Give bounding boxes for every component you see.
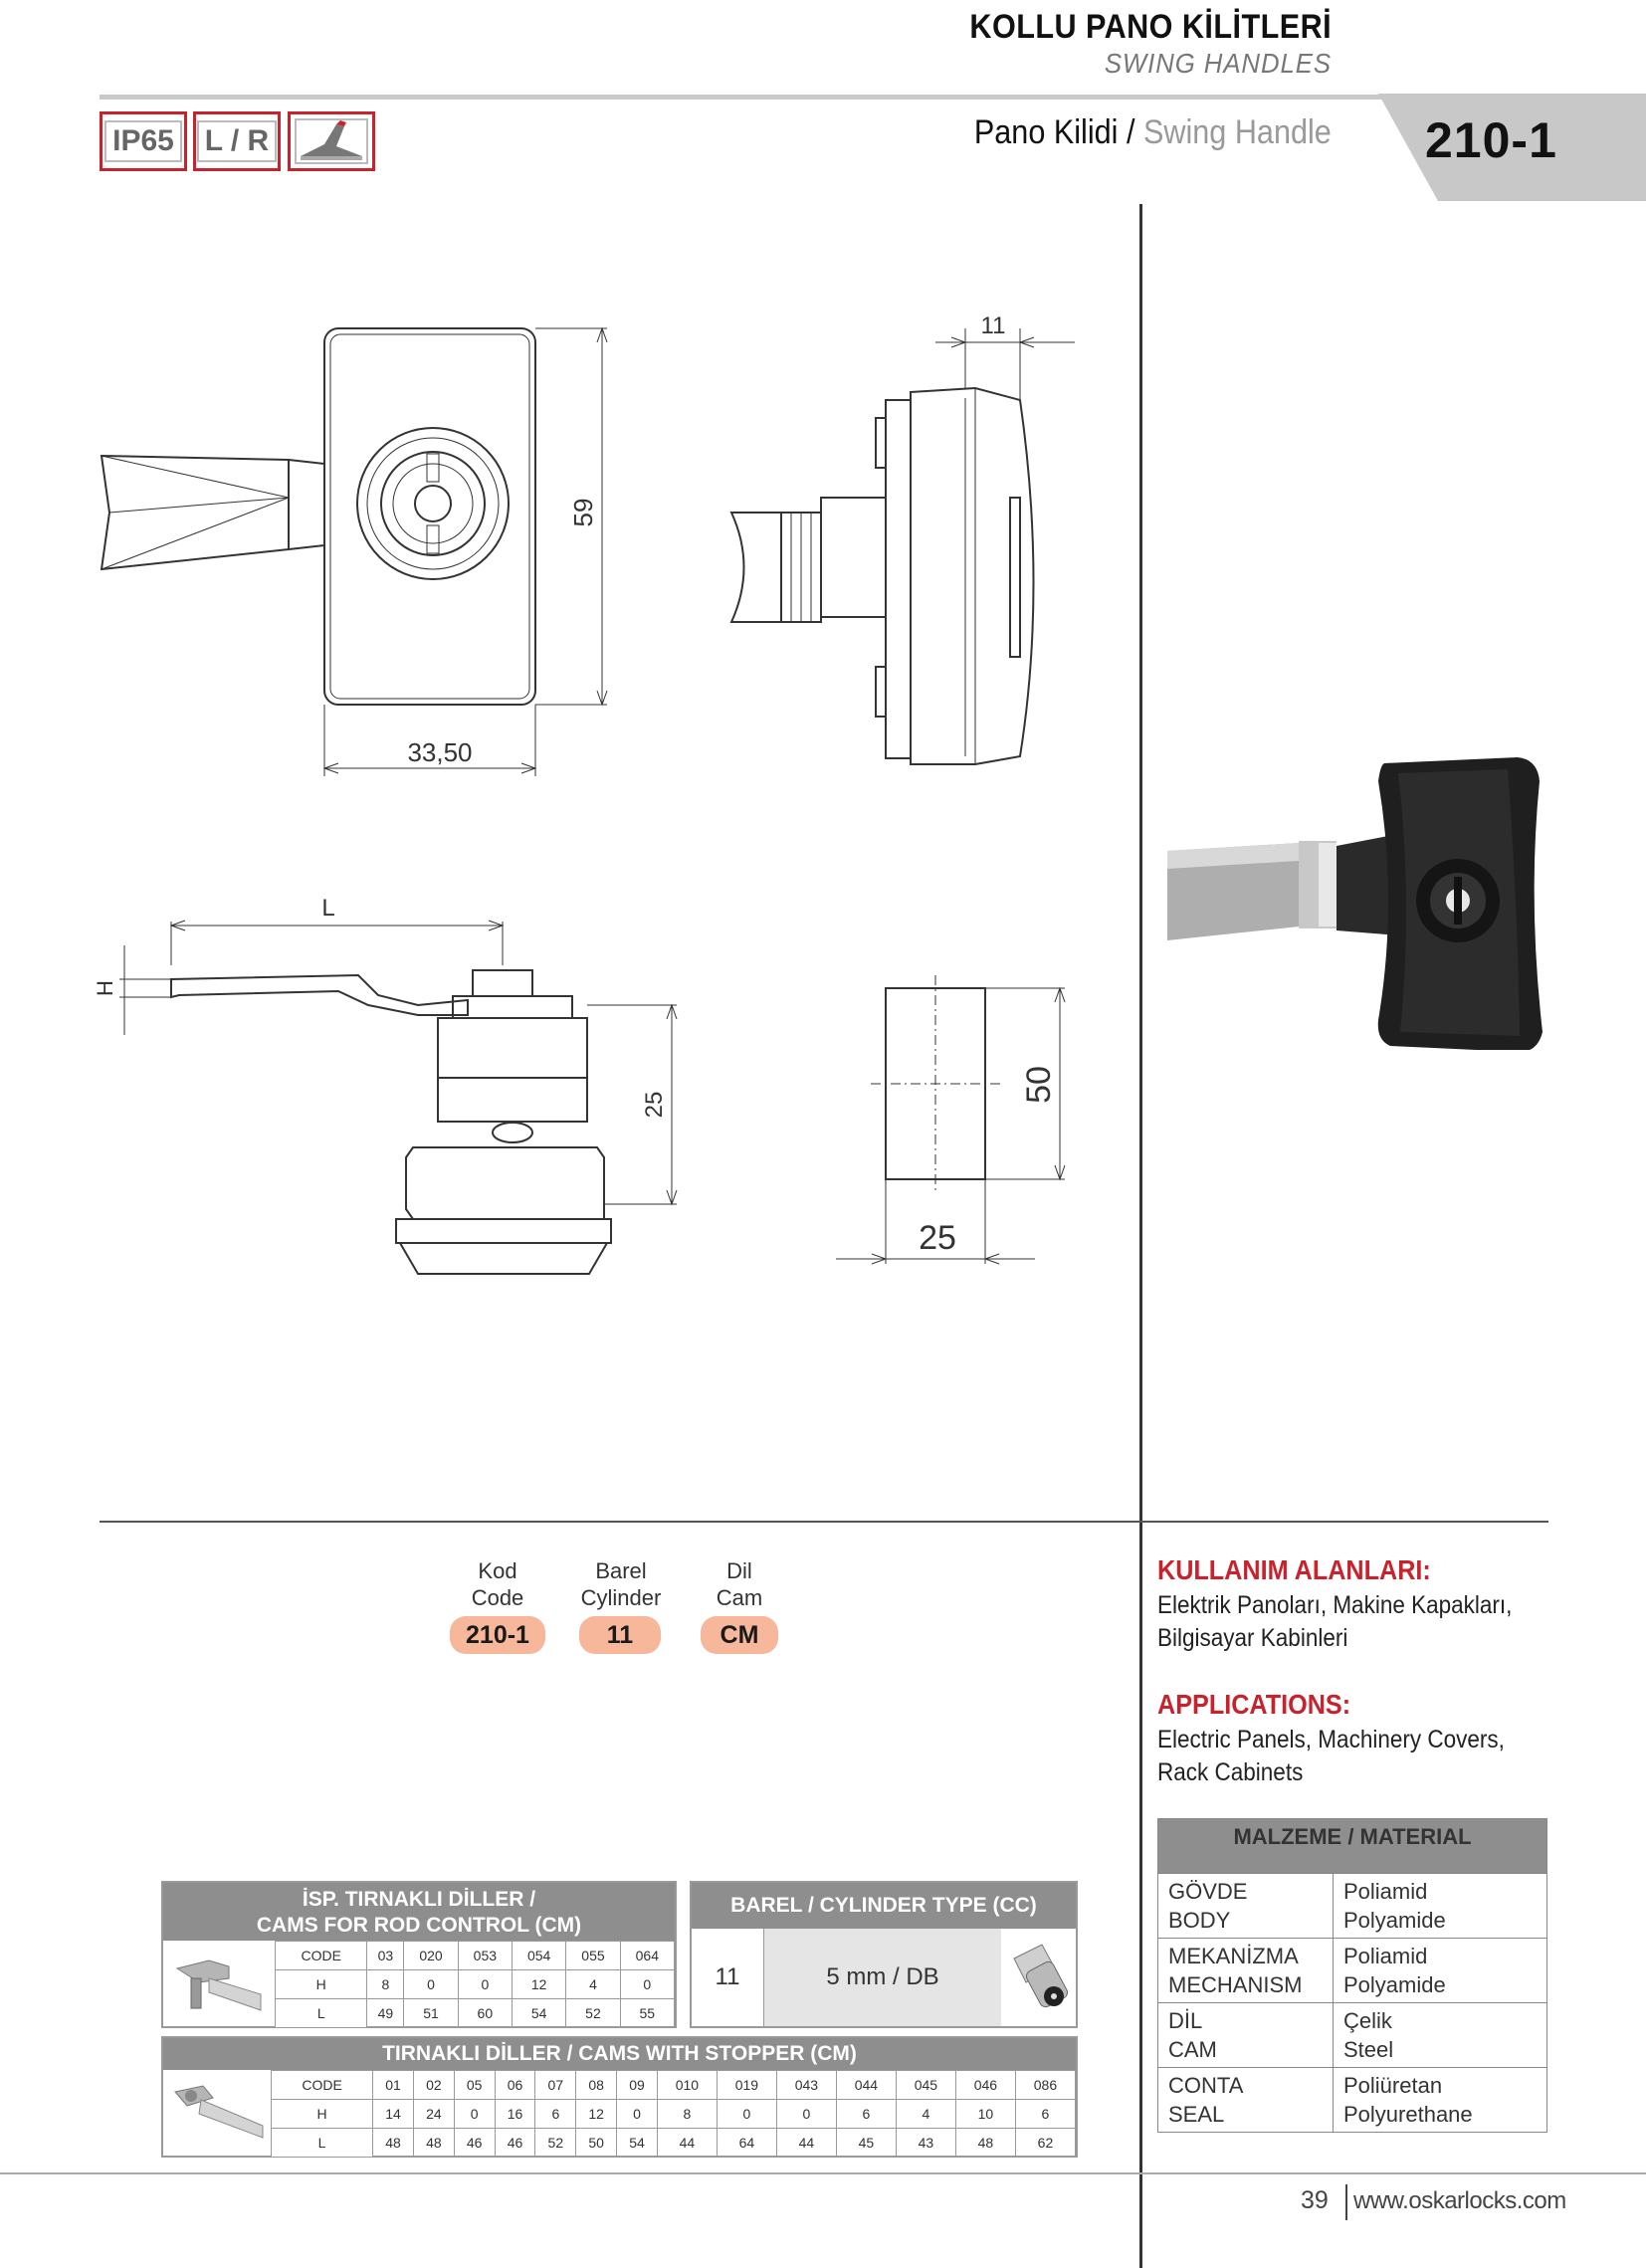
cell: 0 [404, 1970, 458, 1999]
row-label: CODE [272, 2071, 373, 2100]
row-label: CODE [276, 1942, 367, 1970]
footer-separator [1345, 2184, 1347, 2220]
material-value-en: Polyamide [1343, 1972, 1446, 1997]
cell: 02 [413, 2071, 454, 2100]
usage-text: Elektrik Panoları, Makine Kapakları, Bilgisayar Kabinleri [1157, 1591, 1513, 1652]
cell: 14 [373, 2100, 414, 2129]
stopper-cams-grid [271, 2070, 1076, 2158]
material-heading: MALZEME / MATERIAL [1158, 1819, 1547, 1874]
stopper-cams-heading: TIRNAKLI DİLLER / CAMS WITH STOPPER (CM) [163, 2038, 1076, 2070]
row-label: H [276, 1970, 367, 1999]
material-value [1334, 2003, 1547, 2068]
material-key-en: SEAL [1168, 2102, 1225, 2127]
page-number: 39 [1301, 2186, 1329, 2214]
cell: 05 [454, 2071, 495, 2100]
cell: 45 [836, 2129, 896, 2158]
material-value-tr: Poliamid [1343, 1944, 1428, 1968]
cell: 4 [896, 2100, 955, 2129]
material-key-en: CAM [1168, 2037, 1217, 2062]
cell: 10 [955, 2100, 1015, 2129]
dim-width-label: 33,50 [407, 737, 473, 767]
cell: 52 [566, 1999, 620, 2028]
material-key [1158, 1874, 1334, 1939]
material-row [1158, 1874, 1547, 1939]
material-value-en: Polyurethane [1343, 2102, 1473, 2127]
cell: 54 [513, 1999, 566, 2028]
material-value [1334, 1874, 1547, 1939]
cell: 48 [373, 2129, 414, 2158]
product-photo [1159, 751, 1587, 1050]
material-value-en: Polyamide [1343, 1908, 1446, 1933]
dil-label-tr: Dil [726, 1558, 752, 1583]
cell: 046 [955, 2071, 1015, 2100]
cylinder-type-table [690, 1881, 1078, 2028]
cylinder-label-en: Cylinder [580, 1585, 662, 1610]
code-label [450, 1557, 545, 1611]
section-title: KOLLU PANO KİLİTLERİ [969, 8, 1332, 46]
cell: 0 [458, 1970, 512, 1999]
website-link[interactable]: www.oskarlocks.com [1353, 2187, 1566, 2214]
cell: 64 [717, 2129, 776, 2158]
row-label: L [276, 1999, 367, 2028]
section-subtitle: SWING HANDLES [1104, 48, 1332, 79]
cylinder-type-value: 5 mm / DB [764, 1929, 1001, 2026]
cam-label [701, 1557, 778, 1611]
ip-rating-badge [100, 111, 187, 171]
row-label: H [272, 2100, 373, 2129]
side-view-drawing [731, 328, 1075, 764]
kod-label-tr: Kod [478, 1558, 517, 1583]
product-title-en: Swing Handle [1143, 113, 1332, 151]
material-key-tr: CONTA [1168, 2073, 1244, 2098]
cell: 48 [413, 2129, 454, 2158]
cell: 0 [454, 2100, 495, 2129]
cell: 01 [373, 2071, 414, 2100]
rod-cams-table [161, 1881, 677, 2028]
code-label-en: Code [471, 1585, 524, 1610]
stopper-cams-h-row [272, 2100, 1076, 2129]
cell: 46 [454, 2129, 495, 2158]
cell: 54 [617, 2129, 658, 2158]
material-value-tr: Çelik [1343, 2008, 1392, 2033]
cell: 064 [620, 1942, 674, 1970]
rod-cams-grid [275, 1941, 675, 2028]
stopper-cams-table [161, 2036, 1078, 2158]
cell: 50 [576, 2129, 617, 2158]
cylinder-type-heading: BAREL / CYLINDER TYPE (CC) [692, 1883, 1076, 1929]
header-divider [100, 95, 1383, 100]
cell: 010 [657, 2071, 717, 2100]
cell: 24 [413, 2100, 454, 2129]
material-row [1158, 2068, 1547, 2133]
dim-cutout-width-label: 25 [919, 1219, 956, 1257]
section-divider [100, 1521, 1548, 1523]
product-code: 210-1 [1425, 112, 1557, 168]
stopper-cam-icon [169, 2076, 269, 2154]
cell: 52 [535, 2129, 576, 2158]
material-row [1158, 1939, 1547, 2003]
cell: 07 [535, 2071, 576, 2100]
rod-cams-code-row [276, 1942, 675, 1970]
rod-cams-heading-en: CAMS FOR ROD CONTROL (CM) [256, 1914, 582, 1937]
cell: 60 [458, 1999, 512, 2028]
material-key [1158, 2003, 1334, 2068]
code-value-pill: 210-1 [450, 1616, 545, 1654]
cell: 12 [576, 2100, 617, 2129]
rod-cams-heading [163, 1883, 675, 1941]
material-key [1158, 2068, 1334, 2133]
cell: 16 [495, 2100, 535, 2129]
cell: 62 [1015, 2129, 1075, 2158]
product-title-tr: Pano Kilidi / [974, 113, 1144, 151]
cell: 6 [1015, 2100, 1075, 2129]
cell: 8 [367, 1970, 404, 1999]
cell: 053 [458, 1942, 512, 1970]
cell: 6 [836, 2100, 896, 2129]
column-divider [1139, 204, 1142, 2268]
cylinder-label [575, 1557, 667, 1611]
cell: 055 [566, 1942, 620, 1970]
rod-cams-l-row [276, 1999, 675, 2028]
handle-profile-icon [293, 116, 370, 166]
material-key-tr: DİL [1168, 2008, 1203, 2033]
material-value-en: Steel [1343, 2037, 1394, 2062]
cell: 0 [776, 2100, 836, 2129]
front-view-drawing [102, 328, 607, 776]
row-label: L [272, 2129, 373, 2158]
rod-cam-icon [169, 1949, 269, 2022]
direction-badge [193, 111, 281, 171]
stopper-cams-l-row [272, 2129, 1076, 2158]
rod-cams-h-row [276, 1970, 675, 1999]
material-key-en: BODY [1168, 1908, 1231, 1933]
cell: 44 [657, 2129, 717, 2158]
direction-label: L / R [197, 120, 277, 162]
cell: 09 [617, 2071, 658, 2100]
cell: 46 [495, 2129, 535, 2158]
applications-heading: APPLICATIONS: [1157, 1689, 1351, 1720]
dim-cutout-height-label: 50 [1020, 1066, 1058, 1104]
cell: 03 [367, 1942, 404, 1970]
cell: 55 [620, 1999, 674, 2028]
material-key-en: MECHANISM [1168, 1972, 1303, 1997]
cell: 51 [404, 1999, 458, 2028]
material-key-tr: MEKANİZMA [1168, 1944, 1299, 1968]
cell: 06 [495, 2071, 535, 2100]
cell: 6 [535, 2100, 576, 2129]
cell: 8 [657, 2100, 717, 2129]
cell: 49 [367, 1999, 404, 2028]
dim-side-height-label: 25 [641, 1091, 668, 1119]
dim-depth-label: 11 [980, 312, 1006, 339]
stopper-cams-code-row [272, 2071, 1076, 2100]
cell: 045 [896, 2071, 955, 2100]
product-title [974, 113, 1332, 152]
cell: 0 [620, 1970, 674, 1999]
material-value [1334, 1939, 1547, 2003]
cam-label-en: Cam [716, 1585, 763, 1610]
cell: 086 [1015, 2071, 1075, 2100]
footer-divider [0, 2172, 1646, 2174]
dim-H-label: H [93, 980, 117, 996]
material-value [1334, 2068, 1547, 2133]
material-key-tr: GÖVDE [1168, 1879, 1248, 1904]
dim-height-label: 59 [568, 498, 598, 527]
cylinder-code: 11 [692, 1929, 764, 2026]
cell: 44 [776, 2129, 836, 2158]
cell: 12 [513, 1970, 566, 1999]
usage-heading: KULLANIM ALANLARI: [1157, 1554, 1431, 1585]
material-table [1157, 1818, 1547, 2133]
rod-cams-heading-tr: İSP. TIRNAKLI DİLLER / [302, 1888, 536, 1911]
material-value-tr: Poliüretan [1343, 2073, 1443, 2098]
material-key [1158, 1939, 1334, 2003]
technical-drawings [80, 289, 1154, 1304]
cell: 0 [617, 2100, 658, 2129]
cell: 08 [576, 2071, 617, 2100]
cell: 4 [566, 1970, 620, 1999]
material-row [1158, 2003, 1547, 2068]
cell: 044 [836, 2071, 896, 2100]
cell: 43 [896, 2129, 955, 2158]
handle-type-badge [288, 111, 375, 171]
cell: 019 [717, 2071, 776, 2100]
cam-value-pill: CM [701, 1616, 778, 1654]
cylinder-icon [1006, 1937, 1074, 2020]
material-value-tr: Poliamid [1343, 1879, 1428, 1904]
cell: 043 [776, 2071, 836, 2100]
dim-L-label: L [321, 895, 335, 922]
barel-label-tr: Barel [595, 1558, 647, 1583]
cell: 0 [717, 2100, 776, 2129]
applications-text: Electric Panels, Machinery Covers, Rack Cabinets [1157, 1726, 1505, 1786]
cell: 020 [404, 1942, 458, 1970]
cell: 054 [513, 1942, 566, 1970]
ip-rating-label: IP65 [104, 120, 182, 162]
cylinder-value-pill: 11 [579, 1616, 661, 1654]
lever-side-drawing [119, 921, 677, 1274]
cell: 48 [955, 2129, 1015, 2158]
